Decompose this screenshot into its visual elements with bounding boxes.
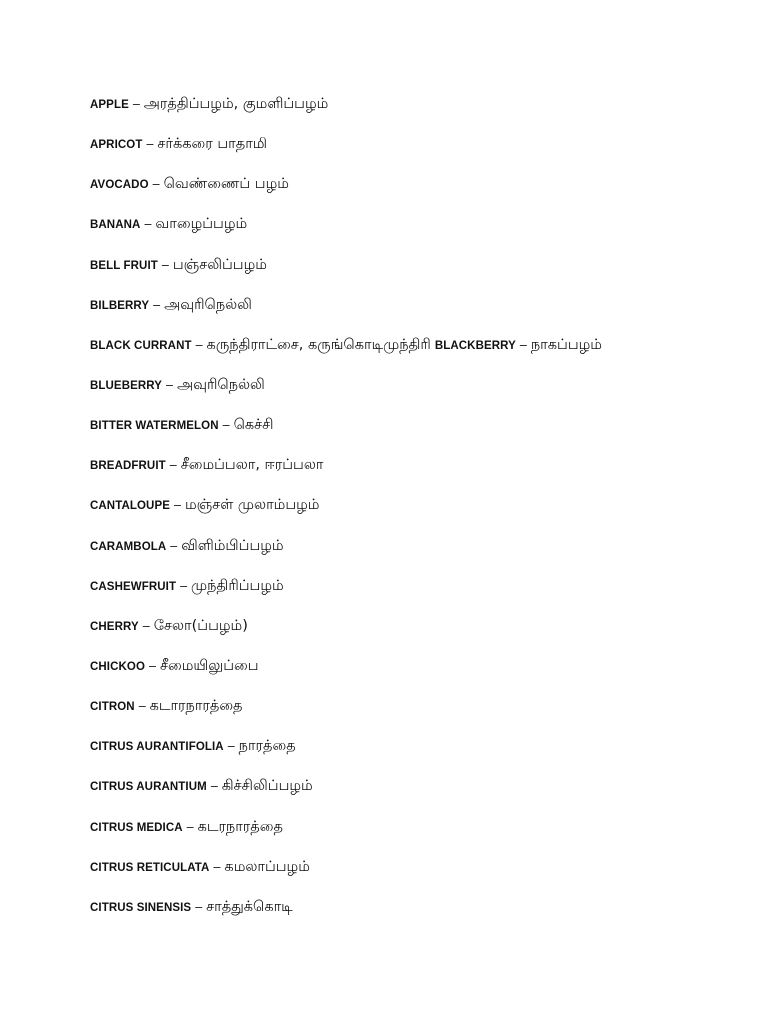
list-item: [90, 855, 750, 895]
english-term: CANTALOUPE: [90, 500, 171, 513]
dash-separator: –: [222, 418, 230, 433]
list-item: [90, 895, 750, 935]
tamil-term: சாத்துக்கொடி: [206, 898, 293, 915]
english-term: AVOCADO: [90, 179, 149, 192]
list-item: [90, 574, 750, 614]
fruit-glossary-list: [90, 92, 750, 935]
dash-separator: –: [195, 899, 203, 914]
tamil-term: அவுரிநெல்லி: [177, 376, 265, 393]
list-item: [90, 534, 750, 574]
dash-separator: –: [149, 658, 156, 673]
dash-separator: –: [210, 779, 218, 794]
dash-separator: –: [166, 377, 173, 392]
list-item: [90, 333, 750, 373]
tamil-term: அரத்திப்பழம், குமளிப்பழம்: [143, 96, 329, 112]
english-term: CITRUS AURANTIUM: [90, 781, 207, 794]
tamil-term: முந்திரிப்பழம்: [191, 577, 284, 594]
english-term: BLUEBERRY: [90, 379, 163, 392]
english-term: CHERRY: [90, 620, 139, 633]
english-term: CITRON: [90, 701, 135, 714]
english-term: BLACK CURRANT: [90, 339, 192, 352]
dash-separator: –: [132, 97, 140, 111]
list-item: [90, 774, 750, 814]
tamil-term: கருந்திராட்சை, கருங்கொடிமுந்திரி: [206, 336, 431, 353]
english-term: BREADFRUIT: [90, 460, 166, 473]
tamil-term: சீமையிலுப்பை: [159, 657, 259, 674]
dash-separator: –: [519, 337, 527, 352]
dash-separator: –: [170, 538, 178, 553]
english-term-secondary: BLACKBERRY: [434, 339, 516, 352]
list-item: [90, 293, 750, 333]
dash-separator: –: [152, 177, 160, 192]
tamil-term: மஞ்சள் முலாம்பழம்: [184, 497, 320, 514]
tamil-term: விளிம்பிப்பழம்: [181, 537, 284, 554]
english-term: BILBERRY: [90, 299, 150, 312]
list-item: [90, 694, 750, 734]
list-item: [90, 654, 750, 694]
list-item: [90, 614, 750, 654]
tamil-term: அவுரிநெல்லி: [164, 296, 252, 313]
english-term: APRICOT: [90, 139, 143, 152]
dash-separator: –: [153, 297, 161, 312]
english-term: CASHEWFRUIT: [90, 580, 177, 593]
dash-separator: –: [195, 337, 203, 352]
dash-separator: –: [213, 859, 221, 874]
dash-separator: –: [138, 699, 146, 714]
english-term: BITTER WATERMELON: [90, 420, 219, 433]
tamil-term: பஞ்சலிப்பழம்: [172, 256, 267, 273]
tamil-term-secondary: நாகப்பழம்: [530, 336, 602, 353]
tamil-term: கமலாப்பழம்: [224, 858, 310, 875]
dash-separator: –: [169, 458, 177, 473]
english-term: BELL FRUIT: [90, 259, 158, 272]
list-item: [90, 493, 750, 533]
dash-separator: –: [174, 498, 181, 513]
english-term: BANANA: [90, 219, 141, 232]
english-term: CITRUS SINENSIS: [90, 901, 192, 914]
english-term: CHICKOO: [90, 660, 146, 673]
english-term: CITRUS AURANTIFOLIA: [90, 741, 224, 754]
tamil-term: சேலா(ப்பழம்): [153, 617, 248, 634]
list-item: [90, 92, 750, 132]
list-item: [90, 815, 750, 855]
dash-separator: –: [146, 137, 154, 152]
dash-separator: –: [161, 257, 169, 272]
dash-separator: –: [180, 578, 188, 593]
english-term: APPLE: [90, 99, 129, 111]
list-item: [90, 172, 750, 212]
tamil-term: வாழைப்பழம்: [155, 216, 248, 233]
list-item: [90, 212, 750, 252]
english-term: CARAMBOLA: [90, 540, 167, 553]
dash-separator: –: [186, 819, 194, 834]
dash-separator: –: [227, 739, 235, 754]
english-term: CITRUS MEDICA: [90, 821, 183, 834]
list-item: [90, 132, 750, 172]
tamil-term: கடாரநாரத்தை: [149, 698, 243, 715]
tamil-term: கடரநாரத்தை: [197, 818, 283, 835]
dash-separator: –: [142, 618, 150, 633]
list-item: [90, 373, 750, 413]
list-item: [90, 453, 750, 493]
tamil-term: சர்க்கரை பாதாமி: [157, 136, 268, 153]
tamil-term: கிச்சிலிப்பழம்: [221, 778, 313, 795]
list-item: [90, 734, 750, 774]
tamil-term: வெண்ணைப் பழம்: [163, 176, 289, 193]
tamil-term: நாரத்தை: [238, 738, 296, 755]
tamil-term: கெச்சி: [233, 417, 274, 434]
list-item: [90, 413, 750, 453]
list-item: [90, 253, 750, 293]
english-term: CITRUS RETICULATA: [90, 861, 210, 874]
tamil-term: சீமைப்பலா, ஈரப்பலா: [180, 457, 324, 474]
dash-separator: –: [144, 217, 152, 232]
